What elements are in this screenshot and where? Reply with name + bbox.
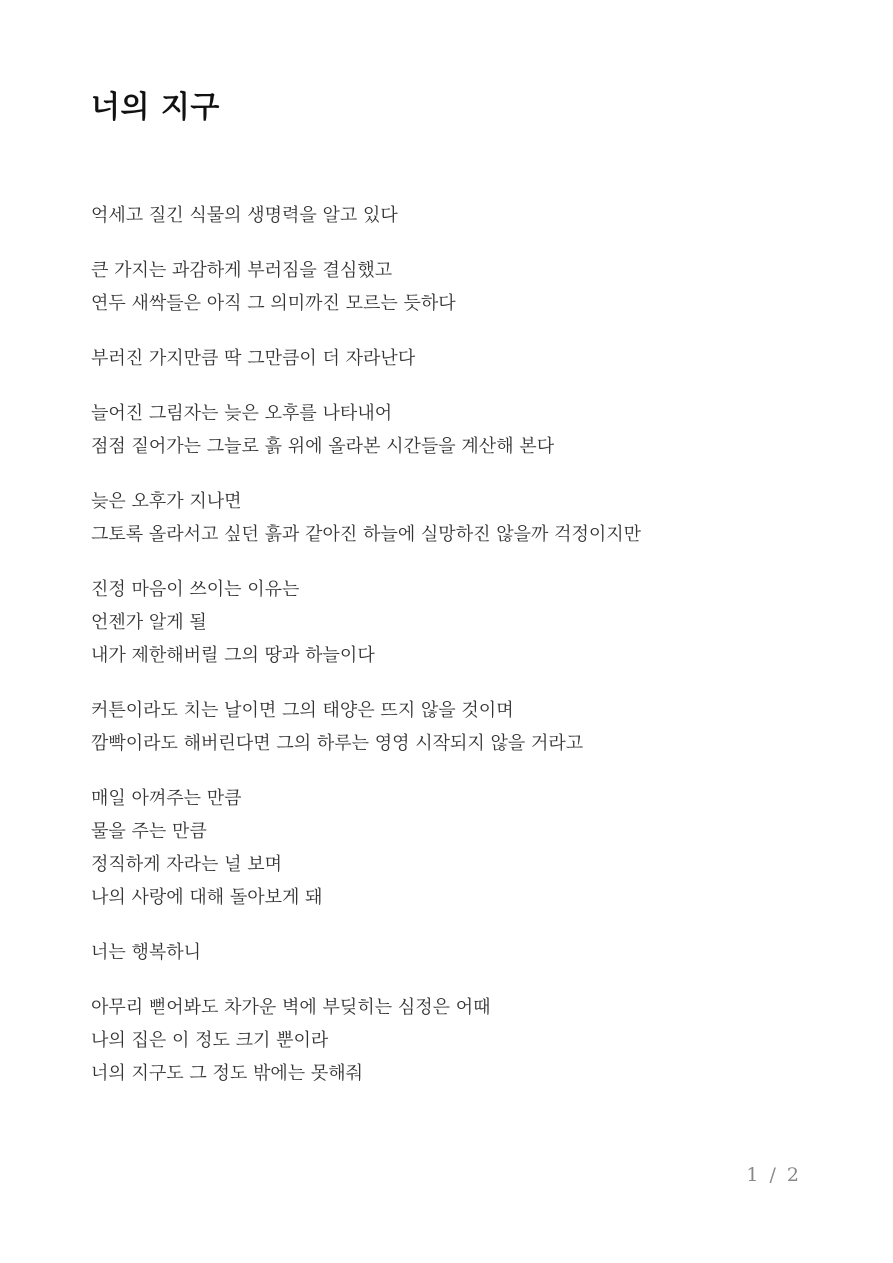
poem-stanza xyxy=(91,782,811,914)
poem-line: 내가 제한해버릴 그의 땅과 하늘이다 xyxy=(91,645,375,666)
poem-stanza xyxy=(91,573,811,672)
poem-stanza xyxy=(91,254,811,320)
poem-stanza xyxy=(91,397,811,463)
current-page-number: 1 xyxy=(746,1164,760,1186)
poem-stanza xyxy=(91,485,811,551)
poem-line: 너의 지구도 그 정도 밖에는 못해줘 xyxy=(91,1063,364,1084)
poem-line: 나의 사랑에 대해 돌아보게 돼 xyxy=(91,887,323,908)
poem-line: 점점 짙어가는 그늘로 흙 위에 올라본 시간들을 계산해 본다 xyxy=(91,436,555,457)
poem-line: 언젠가 알게 될 xyxy=(91,612,207,633)
total-page-count: 2 xyxy=(786,1164,800,1186)
poem-line: 억세고 질긴 식물의 생명력을 알고 있다 xyxy=(91,205,398,226)
page-indicator xyxy=(746,1160,800,1190)
poem-line: 늘어진 그림자는 늦은 오후를 나타내어 xyxy=(91,403,393,424)
page-separator: / xyxy=(769,1164,777,1186)
poem-stanza xyxy=(91,199,811,232)
poem-stanza xyxy=(91,991,811,1090)
poem-line: 진정 마음이 쓰이는 이유는 xyxy=(91,579,300,600)
poem-line: 매일 아껴주는 만큼 xyxy=(91,788,242,809)
poem-title: 너의 지구 xyxy=(91,90,220,125)
poem-line: 물을 주는 만큼 xyxy=(91,821,207,842)
poem-line: 깜빡이라도 해버린다면 그의 하루는 영영 시작되지 않을 거라고 xyxy=(91,733,584,754)
poem-stanza xyxy=(91,342,811,375)
poem-line: 늦은 오후가 지나면 xyxy=(91,491,242,512)
poem-line: 아무리 뻗어봐도 차가운 벽에 부딪히는 심정은 어때 xyxy=(91,997,491,1018)
poem-body xyxy=(91,199,811,1112)
poem-line: 부러진 가지만큼 딱 그만큼이 더 자라난다 xyxy=(91,348,416,369)
poem-line: 너는 행복하니 xyxy=(91,942,202,963)
poem-line: 그토록 올라서고 싶던 흙과 같아진 하늘에 실망하진 않을까 걱정이지만 xyxy=(91,524,642,545)
poem-line: 큰 가지는 과감하게 부러짐을 결심했고 xyxy=(91,260,393,281)
poem-line: 정직하게 자라는 널 보며 xyxy=(91,854,283,875)
poem-line: 연두 새싹들은 아직 그 의미까진 모르는 듯하다 xyxy=(91,293,456,314)
poem-line: 나의 집은 이 정도 크기 뿐이라 xyxy=(91,1030,329,1051)
poem-line: 커튼이라도 치는 날이면 그의 태양은 뜨지 않을 것이며 xyxy=(91,700,514,721)
poem-stanza xyxy=(91,936,811,969)
poem-stanza xyxy=(91,694,811,760)
